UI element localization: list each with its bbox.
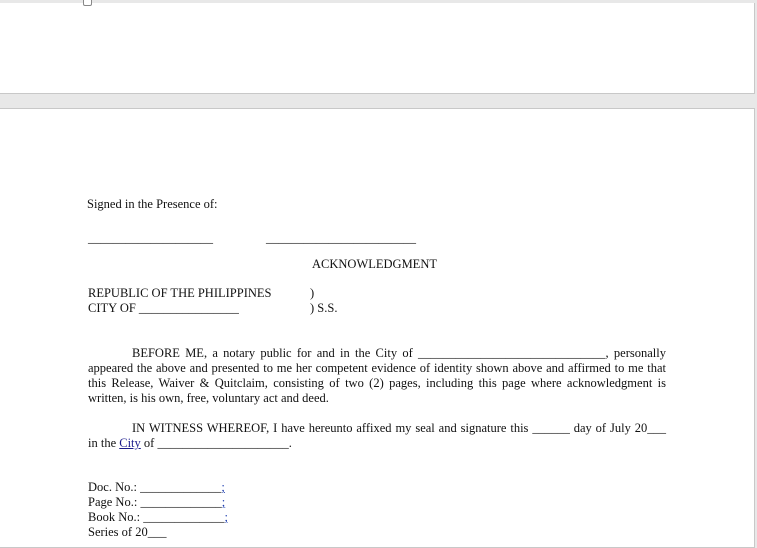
venue-paren: ) <box>310 286 315 300</box>
signature-line-1: ____________________ <box>88 231 213 245</box>
book-no-mark: ; <box>224 510 228 524</box>
signed-presence-text: Signed in the Presence of: <box>87 197 218 211</box>
series-text: Series of 20___ <box>88 525 167 539</box>
ss-text: ) S.S. <box>310 301 338 315</box>
before-me-paragraph: BEFORE ME, a notary public for and in the City of ______________________________, personally appeared the above and presented to me her competent evidence of identity shown above and affirmed to me that this Release, Waiver & Quitclaim, consisting of two (2) pages, including this page where acknowledgment is written, is his own, free, voluntary act and deed. <box>88 346 666 405</box>
city-of-text: CITY OF ________________ <box>88 301 239 315</box>
acknowledgment-title: ACKNOWLEDGMENT <box>312 257 437 271</box>
document-page-1 <box>0 3 755 94</box>
book-no-line: Book No.: _____________; <box>88 510 228 524</box>
table-move-handle[interactable] <box>83 0 92 6</box>
page-no-mark: ; <box>221 495 226 509</box>
doc-no-mark: ; <box>221 480 225 494</box>
document-page-2 <box>0 108 755 548</box>
signature-line-2: ________________________ <box>266 231 416 245</box>
city-link[interactable]: City <box>119 436 141 450</box>
republic-text: REPUBLIC OF THE PHILIPPINES <box>88 286 272 300</box>
page-no-line: Page No.: _____________; <box>88 495 226 509</box>
witness-paragraph: IN WITNESS WHEREOF, I have hereunto affixed my seal and signature this ______ day of July 20___ in the City of _____________________. <box>88 421 666 450</box>
doc-no-line: Doc. No.: _____________; <box>88 480 225 494</box>
